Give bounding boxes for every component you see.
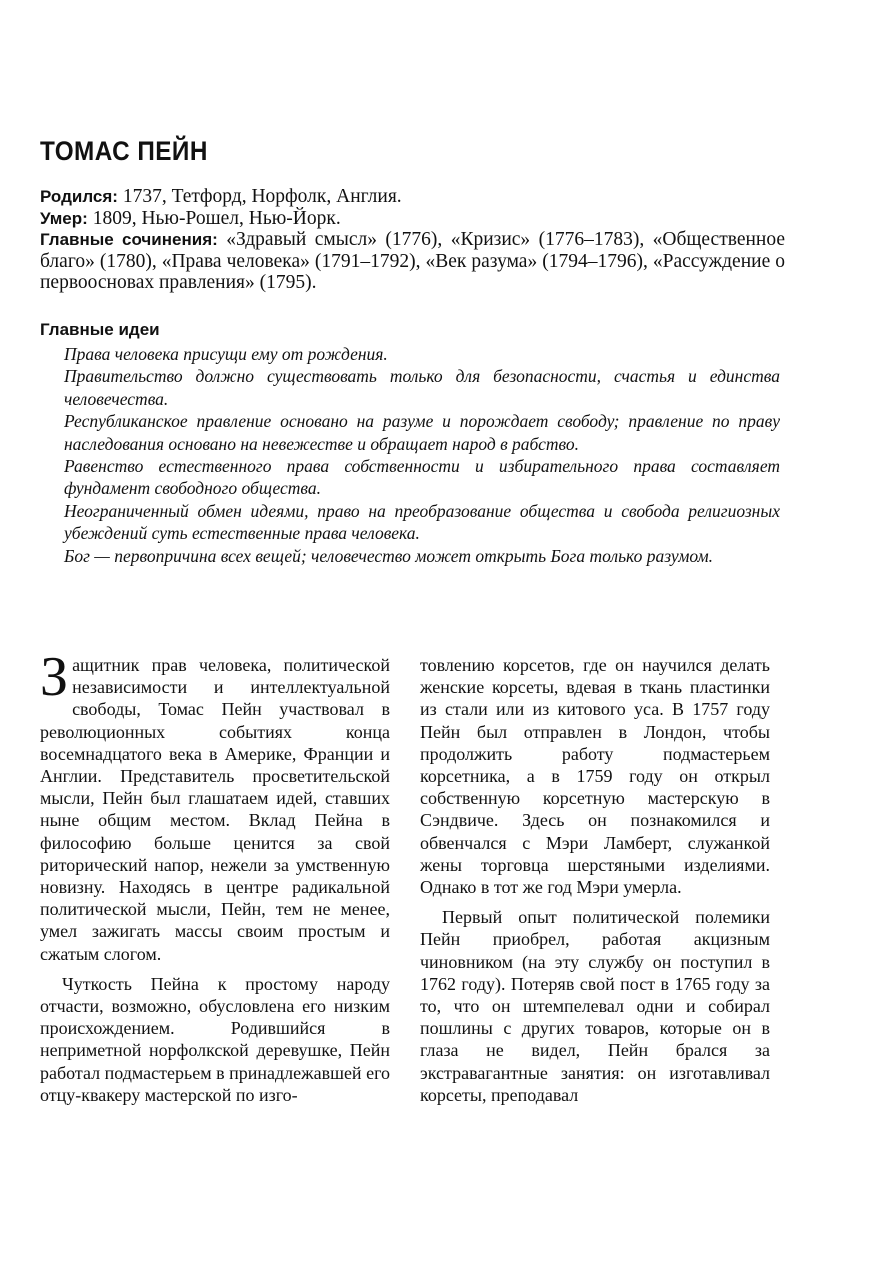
idea-item: Бог — первопричина всех вещей; человечество может открыть Бога только разумом. <box>64 545 714 566</box>
body-column-right <box>420 654 770 1106</box>
died-line <box>40 208 785 230</box>
main-ideas-heading: Главные идеи <box>40 320 160 339</box>
born-line <box>40 186 785 208</box>
body-column-left <box>40 646 390 1106</box>
works-value: «Здравый смысл» (1776), «Кризис» (1776–1783), «Общественное благо» (1780), «Права человека» (1791–1792), «Век разума» (1794–1796), «Рассуждение о первоосновах правления» (1795). <box>40 229 785 293</box>
idea-item: Правительство должно существовать только для безопасности, счастья и единства человечества. <box>64 366 780 409</box>
body-paragraph <box>40 646 390 965</box>
idea-item: Права человека присущи ему от рождения. <box>64 344 388 364</box>
paragraph-text: Чуткость Пейна к простому народу отчасти, возможно, обусловлена его низким происхождением. Родившийся в неприметной норфолкской деревушке, Пейн работал подмастерьем в принадлежавшей его отцу-квакеру мастерской по изго- <box>40 973 390 1105</box>
paragraph-text: ащитник прав человека, политической независимости и интеллектуальной свободы, Томас Пейн участвовал в революционных событиях конца восемнадцатого века в Америке, Франции и Англии. Представитель просветительской мысли, Пейн был глашатаем идей, ставших ныне общим местом. Вклад Пейна в философию больше ценится за свой риторический напор, нежели за умственную новизну. Находясь в центре радикальной политической мысли, Пейн, тем не менее, умел зажигать массы своим простым и сжатым слогом. <box>40 655 390 964</box>
died-value: 1809, Нью-Рошел, Нью-Йорк. <box>87 207 341 229</box>
died-label: Умер: <box>40 208 88 228</box>
idea-item: Неограниченный обмен идеями, право на преобразование общества и свобода религиозных убеждений суть естественные права человека. <box>64 500 780 544</box>
works-line <box>40 229 785 294</box>
page-title: ТОМАС ПЕЙН <box>40 136 208 166</box>
paragraph-text: товлению корсетов, где он научился делать женские корсеты, вдевая в ткань пластинки из стали или из китового уса. В 1757 году Пейн был отправлен в Лондон, чтобы продолжить работу подмастерьем корсетника, а в 1759 году он открыл собственную корсетную мастерскую в Сэндвиче. Здесь он познакомился и обвенчался с Мэри Ламберт, служанкой жены торговца шерстяными изделиями. Однако в тот же год Мэри умерла. <box>420 655 770 898</box>
body-paragraph <box>40 973 390 1106</box>
idea-item: Республиканское правление основано на разуме и порождает свободу; правление по праву наследования основано на невежестве и обращает народ в рабство. <box>64 411 780 454</box>
idea-item: Равенство естественного права собственности и избирательного права составляет фундамент свободного общества. <box>64 456 780 499</box>
born-value: 1737, Тетфорд, Норфолк, Англия. <box>117 186 402 207</box>
main-ideas-list <box>64 343 780 567</box>
works-label: Главные сочинения: <box>40 230 218 249</box>
drop-cap: З <box>40 646 69 708</box>
biography-facts <box>40 186 785 294</box>
body-paragraph <box>420 654 770 898</box>
born-label: Родился: <box>40 187 118 206</box>
body-paragraph: Первый опыт политической полемики Пейн приобрел, работая акцизным чиновником (на эту службу он поступил в 1762 году). Потеряв свой пост в 1765 году за то, что он штемпелевал одни и собирал пошлины с других товаров, которые он в глаза не видел, Пейн брался за экстравагантные занятия: он изготавливал корсеты, преподавал <box>420 907 770 1105</box>
